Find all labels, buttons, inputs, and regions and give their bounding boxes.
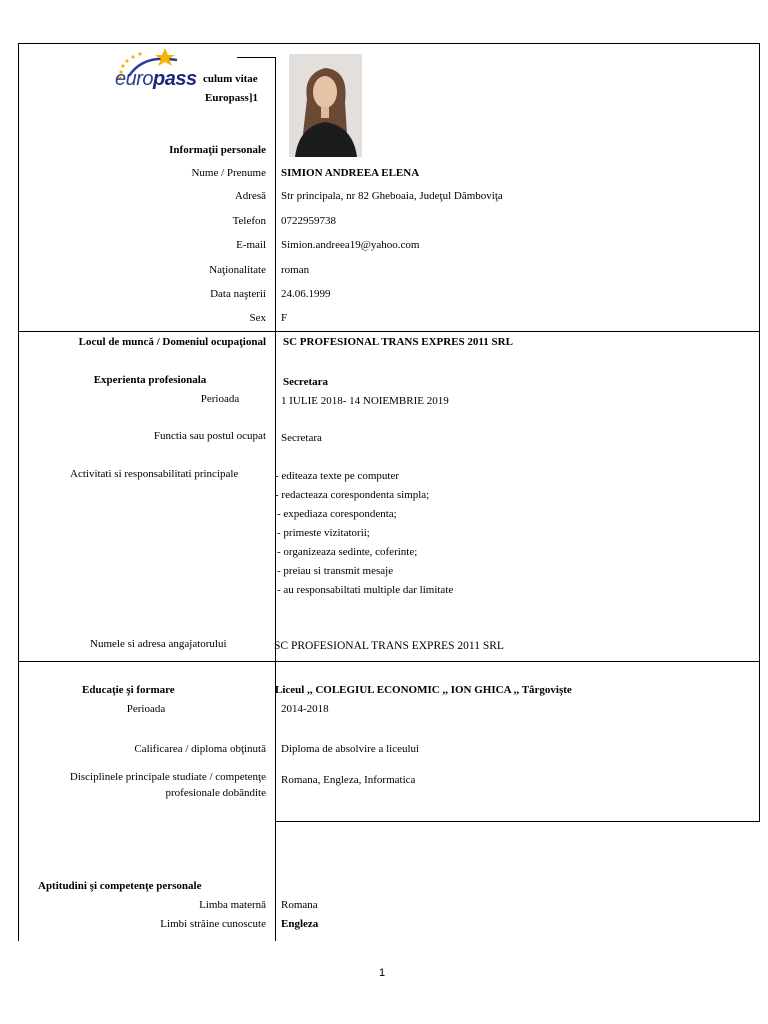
address-label: Adresă [234,190,266,202]
logo-cell-top [237,57,275,58]
school-name: Liceul ,, COLEGIUL ECONOMIC ,, ION GHICA ,, Târgovişte [275,684,572,696]
europass-logo [115,46,205,96]
foreign-languages-value: Engleza [281,918,319,930]
row-divider-1 [18,331,760,332]
person-portrait-icon [289,54,362,157]
foreign-languages-label: Limbi străine cunoscute [160,918,266,930]
list-item: - preiau si transmit mesaje [277,565,394,577]
occupation-value: SC PROFESIONAL TRANS EXPRES 2011 SRL [283,336,513,348]
frame-right [759,43,760,822]
occupation-label: Locul de muncă / Domeniul ocupaţional [78,336,266,348]
phone-label: Telefon [232,215,266,227]
page-number: 1 [379,967,386,979]
education-period-label: Perioada [126,703,166,715]
nationality-value: roman [281,264,310,276]
nationality-label: Naţionalitate [209,264,266,276]
birthdate-label: Data naşterii [210,288,266,300]
birthdate-value: 24.06.1999 [281,288,331,300]
logo-euro-text: euro [115,68,154,90]
list-item: - au responsabiltati multiple dar limitate [277,584,454,596]
subjects-label-line2: profesionale dobândite [165,787,266,799]
cv-title-line1: culum vitae [203,73,258,85]
address-value: Str principala, nr 82 Gheboaia, Judeţul Dâmboviţa [281,190,503,202]
qualification-value: Diploma de absolvire a liceului [281,743,420,755]
job-title: Secretara [283,376,328,388]
employer-value: SC PROFESIONAL TRANS EXPRES 2011 SRL [274,640,504,652]
email-value: Simion.andreea19@yahoo.com [281,239,420,251]
phone-value: 0722959738 [281,215,336,227]
list-item: - editeaza texte pe computer [275,470,399,482]
education-section-title: Educaţie şi formare [82,684,175,696]
subjects-label-line1: Disciplinele principale studiate / competenţe [69,771,266,783]
subjects-value: Romana, Engleza, Informatica [281,774,416,786]
experience-section-title: Experienta profesionala [93,374,207,386]
list-item: - organizeaza sedinte, coferinte; [277,546,418,558]
profile-photo [289,54,362,157]
personal-section-title: Informaţii personale [169,144,266,156]
activities-label: Activitati si responsabilitati principale [70,468,239,480]
qualification-label: Calificarea / diploma obţinută [134,743,266,755]
sex-label: Sex [249,312,266,324]
email-label: E-mail [236,239,266,251]
function-label: Functia sau postul ocupat [153,430,266,442]
name-value: SIMION ANDREEA ELENA [281,167,420,179]
list-item: - expediaza corespondenta; [277,508,397,520]
work-period-label: Perioada [200,393,240,405]
work-period-value: 1 IULIE 2018- 14 NOIEMBRIE 2019 [281,395,449,407]
function-value: Secretara [281,432,322,444]
mother-tongue-value: Romana [281,899,318,911]
list-item: - primeste vizitatorii; [277,527,370,539]
frame-left [18,43,19,941]
list-item: - redacteaza corespondenta simpla; [275,489,430,501]
row-divider-3 [275,821,760,822]
mother-tongue-label: Limba maternă [199,899,266,911]
frame-top [18,43,760,44]
cv-title-line2: Europass]1 [205,92,258,104]
logo-pass-text: pass [153,68,197,90]
employer-label: Numele si adresa angajatorului [90,638,227,650]
education-period-value: 2014-2018 [281,703,329,715]
skills-section-title: Aptitudini şi competenţe personale [38,880,202,892]
name-label: Nume / Prenume [191,167,266,179]
row-divider-2 [18,661,760,662]
sex-value: F [281,312,288,324]
